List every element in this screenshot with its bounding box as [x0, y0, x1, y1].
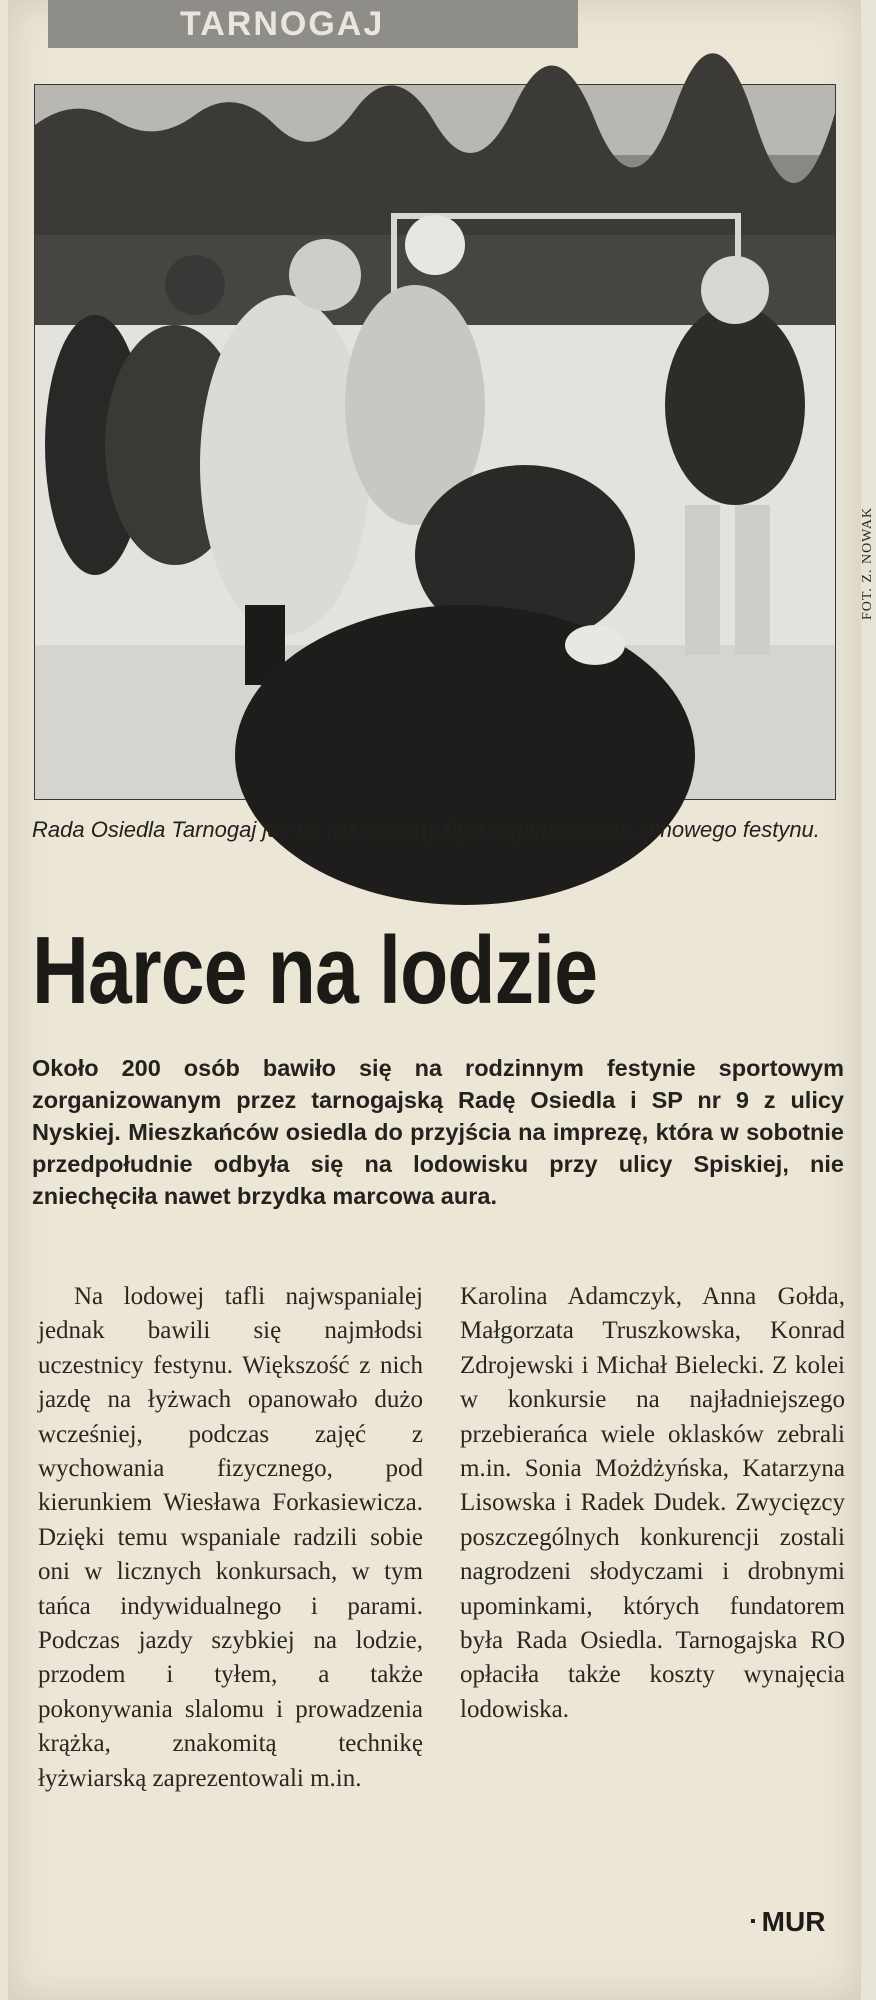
- body-column-left: Na lodowej tafli najwspanialej jednak bawili się najmłodsi uczestnicy festynu. Większość z nich jazdę na łyżwach opanowało dużo wcześniej, podczas zajęć z wychowania fizycznego, pod kierunkiem Wiesława Forkasiewicza. Dzięki temu wspaniale radzili sobie oni w licznych konkursach, w tym tańca indywidualnego i parami. Podczas jazdy szybkiej na lodzie, przodem i tyłem, a także pokonywania slalomu i prowadzenia krążka, znakomitą technikę łyżwiarską zaprezentowali m.in.: [38, 1283, 423, 1792]
- newspaper-clipping: [8, 0, 875, 2000]
- headline: Harce na lodzie: [32, 917, 598, 1024]
- section-tag: TARNOGAJ: [48, 0, 578, 48]
- photo-caption: Rada Osiedla Tarnogaj już po raz czwarty była organizatorem zimowego festynu.: [32, 817, 820, 842]
- photo-skaters-on-ice: [35, 85, 835, 799]
- photo-credit: FOT. Z. NOWAK: [860, 506, 875, 620]
- byline-mark: ▪: [750, 1913, 756, 1930]
- byline: [750, 1906, 825, 1938]
- article-photo: [34, 84, 836, 800]
- byline-author: MUR: [761, 1906, 826, 1937]
- body-column-right: Karolina Adamczyk, Anna Gołda, Małgorzata Truszkowska, Konrad Zdrojewski i Michał Bielecki. Z kolei w konkursie na najładniejszego przebierańca wiele oklasków zebrali m.in. Sonia Możdżyńska, Katarzyna Lisowska i Radek Dudek. Zwycięzcy poszczególnych konkurencji zostali nagrodzeni słodyczami i drobnymi upominkami, których fundatorem była Rada Osiedla. Tarnogajska RO opłaciła także koszty wynajęcia lodowiska.: [460, 1283, 845, 1723]
- lead-paragraph: Około 200 osób bawiło się na rodzinnym festynie sportowym zorganizowanym przez tarnogajską Radę Osiedla i SP nr 9 z ulicy Nyskiej. Mieszkańców osiedla do przyjścia na imprezę, która w sobotnie przedpołudnie odbyła się na lodowisku przy ulicy Spiskiej, nie zniechęciła nawet brzydka marcowa aura.: [32, 1055, 844, 1209]
